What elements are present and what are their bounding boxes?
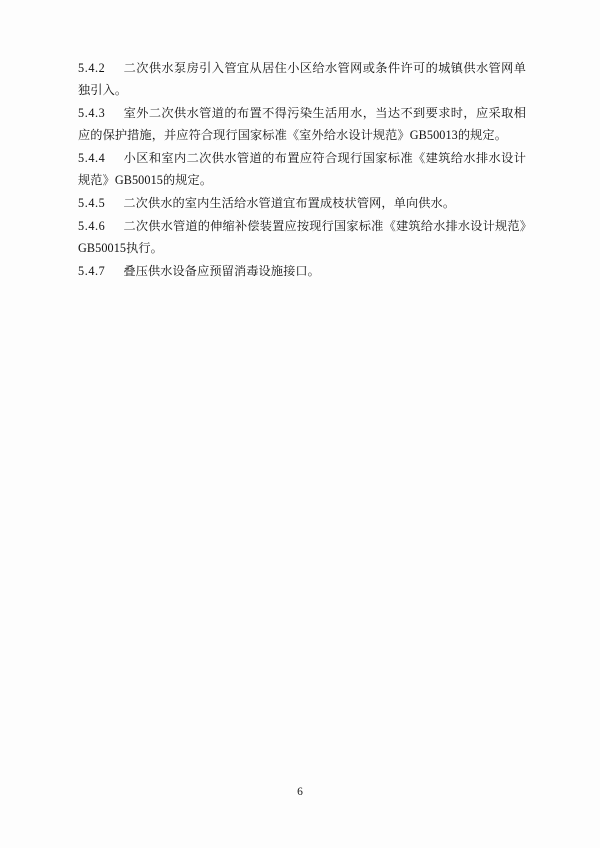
clause-number: 5.4.5 [78,195,106,210]
page-number: 6 [297,786,303,798]
clause-number: 5.4.6 [78,219,106,234]
clause-paragraph [78,103,526,146]
clause-text: 二次供水泵房引入管宜从居住小区给水管网或条件许可的城镇供水管网单独引入。 [78,61,526,97]
clause-text: 叠压供水设备应预留消毒设施接口。 [123,263,320,278]
clause-text: 二次供水管道的伸缩补偿装置应按现行国家标准《建筑给水排水设计规范》GB50015执行。 [78,219,526,255]
clause-number: 5.4.7 [78,263,106,278]
clause-paragraph [78,216,526,259]
clause-number: 5.4.3 [78,105,106,120]
clause-paragraph [78,148,526,191]
clause-text: 小区和室内二次供水管道的布置应符合现行国家标准《建筑给水排水设计规范》GB50015的规定。 [78,150,526,187]
clause-number: 5.4.2 [78,61,106,75]
clause-paragraph [78,193,526,215]
clause-paragraph [78,58,526,101]
clause-number: 5.4.4 [78,150,106,165]
clause-list [78,58,526,284]
clause-text: 室外二次供水管道的布置不得污染生活用水，当达不到要求时，应采取相应的保护措施，并应符合现行国家标准《室外给水设计规范》GB50013的规定。 [78,105,526,142]
clause-paragraph [78,261,526,283]
clause-text: 二次供水的室内生活给水管道宜布置成枝状管网，单向供水。 [123,195,456,210]
